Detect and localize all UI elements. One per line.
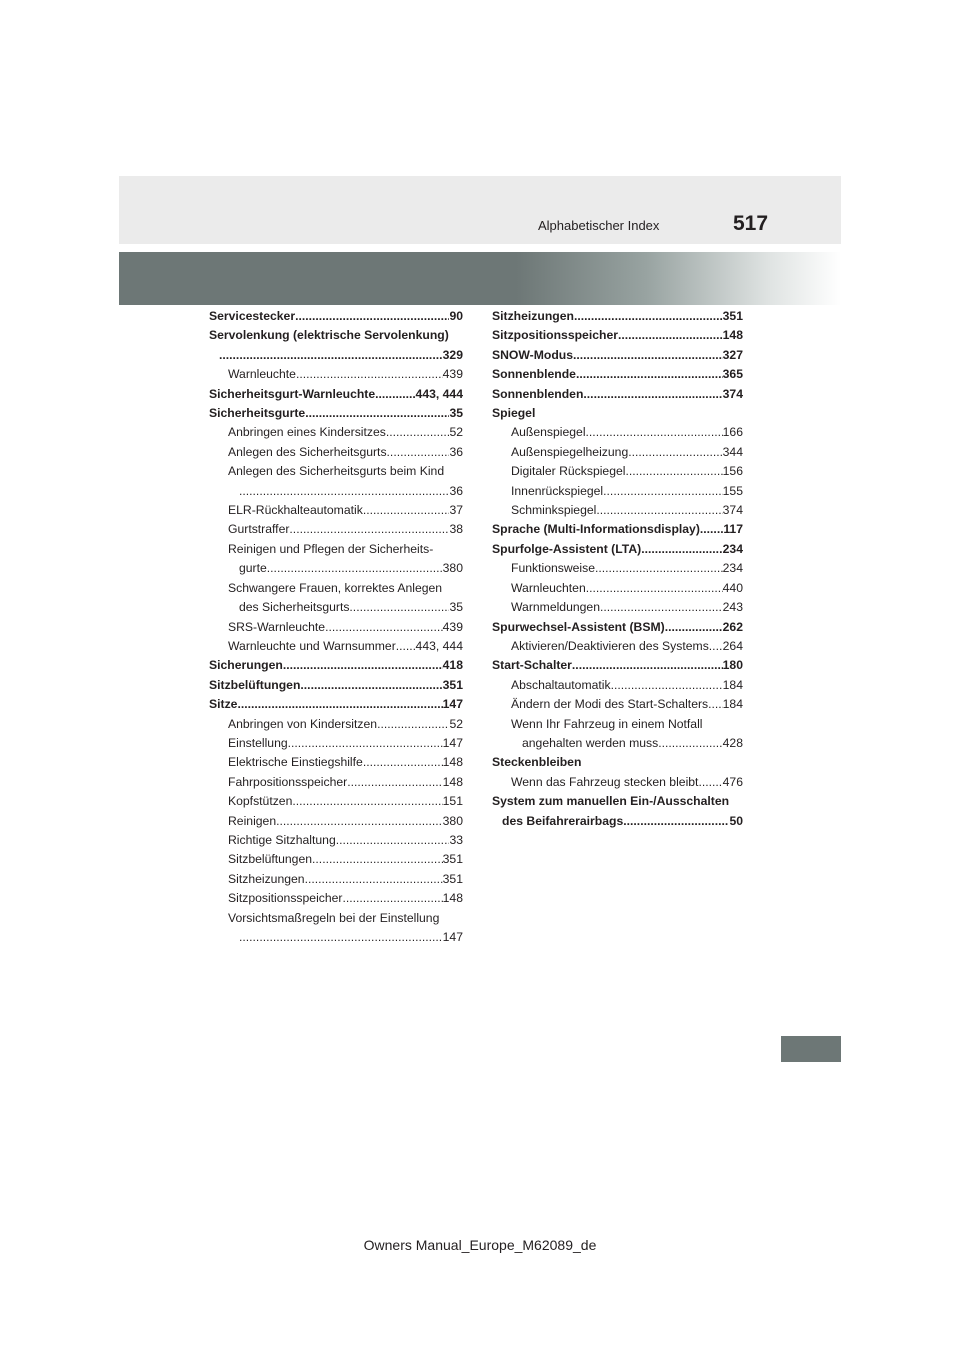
entry-term: ELR-Rückhalteautomatik	[228, 503, 363, 518]
entry-term: Sitzbelüftungen	[228, 852, 313, 867]
entry-page: 36	[449, 444, 463, 459]
entry-page: 155	[722, 483, 743, 498]
dot-leader	[625, 462, 722, 481]
index-entry	[209, 734, 463, 753]
entry-page: 476	[722, 774, 743, 789]
entry-term: Sitzpositionsspeicher	[228, 891, 343, 906]
index-entry	[492, 423, 743, 442]
dot-leader	[377, 715, 449, 734]
index-entry	[492, 365, 743, 384]
entry-page: 156	[722, 464, 743, 479]
dot-leader	[596, 501, 722, 520]
entry-page: 180	[722, 658, 743, 673]
index-entry	[209, 365, 463, 384]
index-entry	[209, 404, 463, 423]
index-entry	[209, 753, 463, 772]
entry-term: Einstellung	[228, 735, 288, 750]
index-entry	[209, 676, 463, 695]
entry-term: SNOW-Modus	[492, 347, 573, 362]
index-entry	[492, 579, 743, 598]
dot-leader	[363, 501, 450, 520]
index-entry: System zum manuellen Ein-/Ausschalten	[492, 794, 730, 809]
index-entry	[209, 889, 463, 908]
dot-leader	[709, 637, 723, 656]
index-entry	[209, 307, 463, 326]
entry-page: 327	[722, 347, 743, 362]
index-entry	[492, 618, 743, 637]
entry-page: 344	[722, 444, 743, 459]
index-entry	[492, 482, 743, 501]
entry-page: 418	[442, 658, 463, 673]
entry-term: Warnmeldungen	[511, 600, 600, 615]
entry-term: Sitzheizungen	[228, 871, 305, 886]
dot-leader	[349, 598, 449, 617]
index-entry: Spiegel	[492, 406, 536, 421]
index-entry: Wenn Ihr Fahrzeug in einem Notfall	[511, 716, 703, 731]
entry-term: Wenn das Fahrzeug stecken bleibt	[511, 774, 699, 789]
entry-term: Abschaltautomatik	[511, 677, 611, 692]
dot-leader	[618, 326, 723, 345]
dot-leader	[239, 928, 443, 947]
entry-term: Sitzpositionsspeicher	[492, 328, 618, 343]
dot-leader	[600, 598, 723, 617]
entry-page: 234	[722, 561, 743, 576]
index-column-right	[492, 307, 743, 831]
dot-leader	[708, 695, 723, 714]
index-entry	[209, 637, 463, 656]
entry-term: Ändern der Modi des Start-Schalters	[511, 697, 709, 712]
index-entry	[209, 928, 463, 947]
index-entry	[492, 462, 743, 481]
dot-leader	[296, 365, 443, 384]
index-entry: Servolenkung (elektrische Servolenkung)	[209, 328, 449, 343]
dot-leader	[289, 520, 449, 539]
entry-term: Kopfstützen	[228, 794, 293, 809]
entry-term: Aktivieren/Deaktivieren des Systems	[511, 638, 709, 653]
index-entry: Anlegen des Sicherheitsgurts beim Kind	[228, 464, 445, 479]
entry-term: Spurfolge-Assistent (LTA)	[492, 541, 642, 556]
dot-leader	[305, 870, 443, 889]
dot-leader	[574, 307, 723, 326]
entry-term: Sprache (Multi-Informationsdisplay)	[492, 522, 700, 537]
entry-term: SRS-Warnleuchte	[228, 619, 326, 634]
index-entry	[492, 540, 743, 559]
footer-text: Owners Manual_Europe_M62089_de	[363, 1237, 597, 1253]
entry-term: des Beifahrerairbags	[502, 813, 624, 828]
index-entry: Steckenbleiben	[492, 755, 582, 770]
entry-page: 243	[722, 600, 743, 615]
dot-leader	[305, 404, 449, 423]
entry-term: Sicherheitsgurte	[209, 406, 306, 421]
dot-leader	[239, 482, 449, 501]
entry-page: 90	[449, 309, 463, 323]
entry-page: 184	[722, 677, 743, 692]
entry-page: 35	[449, 406, 463, 421]
entry-term: Warnleuchte	[228, 367, 296, 382]
dot-leader	[342, 889, 442, 908]
entry-term: Innenrückspiegel	[511, 483, 604, 498]
entry-term: Warnleuchten	[511, 580, 586, 595]
entry-term: Sonnenblenden	[492, 386, 584, 401]
index-entry	[492, 812, 743, 831]
index-entry	[209, 501, 463, 520]
index-entry	[209, 385, 463, 404]
entry-term: Start-Schalter	[492, 658, 572, 673]
entry-page: 35	[449, 600, 463, 615]
entry-page: 351	[442, 871, 463, 886]
entry-page: 443, 444	[415, 386, 463, 401]
dot-leader	[611, 676, 723, 695]
dot-leader	[276, 812, 443, 831]
entry-page: 33	[449, 832, 463, 847]
entry-page: 147	[442, 735, 463, 750]
entry-term: Funktionsweise	[511, 561, 595, 576]
entry-page: 262	[722, 619, 743, 634]
entry-page: 52	[449, 425, 463, 440]
entry-page: 37	[449, 503, 463, 518]
dot-leader	[623, 812, 729, 831]
dot-leader	[292, 792, 442, 811]
entry-term: Sicherheitsgurt-Warnleuchte	[209, 386, 376, 401]
index-entry	[492, 520, 743, 539]
dot-leader	[325, 618, 443, 637]
entry-term: Außenspiegelheizung	[511, 444, 629, 459]
dot-leader	[576, 365, 723, 384]
entry-page: 351	[722, 309, 743, 323]
entry-page: 234	[722, 541, 743, 556]
index-column-left	[209, 307, 463, 947]
index-entry	[209, 715, 463, 734]
entry-term: Servicestecker	[209, 309, 296, 323]
index-entry	[492, 443, 743, 462]
index-entry	[209, 812, 463, 831]
index-entry: Vorsichtsmaßregeln bei der Einstellung	[228, 910, 440, 925]
entry-term: Richtige Sitzhaltung	[228, 832, 336, 847]
dot-leader	[347, 773, 442, 792]
index-entry	[492, 773, 743, 792]
entry-term: Anbringen eines Kindersitzes	[228, 425, 386, 440]
index-entry	[492, 637, 743, 656]
index-entry	[492, 676, 743, 695]
index-entry	[209, 423, 463, 442]
entry-term: Elektrische Einstiegshilfe	[228, 755, 363, 770]
dot-leader	[336, 831, 450, 850]
section-title: Alphabetischer Index	[538, 218, 660, 233]
dot-leader	[300, 676, 442, 695]
index-entry	[492, 695, 743, 714]
index-entry	[209, 482, 463, 501]
index-entry	[209, 520, 463, 539]
dot-leader	[363, 753, 443, 772]
dot-leader	[267, 559, 443, 578]
index-entry	[209, 773, 463, 792]
dot-leader	[583, 385, 722, 404]
entry-page: 380	[442, 561, 463, 576]
entry-term: Schminkspiegel	[511, 503, 597, 518]
entry-page: 184	[722, 697, 743, 712]
entry-term: Sicherungen	[209, 658, 283, 673]
index-entry	[492, 346, 743, 365]
entry-term: Anlegen des Sicherheitsgurts	[228, 444, 387, 459]
dot-leader	[283, 656, 443, 675]
index-entry: Schwangere Frauen, korrektes Anlegen	[228, 580, 443, 595]
entry-page: 148	[442, 755, 463, 770]
entry-term: angehalten werden muss	[522, 735, 659, 750]
chapter-thumb-tab	[781, 1036, 841, 1062]
entry-term: Sitze	[209, 697, 238, 712]
entry-term: Gurtstraffer	[228, 522, 290, 537]
dot-leader	[572, 656, 723, 675]
entry-term: Reinigen	[228, 813, 277, 828]
dot-leader	[700, 520, 723, 539]
index-entry: Reinigen und Pflegen der Sicherheits-	[228, 541, 434, 556]
dot-leader	[698, 773, 722, 792]
entry-page: 443, 444	[415, 638, 463, 653]
entry-page: 50	[729, 813, 743, 828]
index-entry	[492, 385, 743, 404]
entry-page: 329	[442, 347, 463, 362]
entry-term: Sitzbelüftungen	[209, 677, 301, 692]
dot-leader	[573, 346, 723, 365]
entry-page: 351	[442, 852, 463, 867]
dot-leader	[641, 540, 722, 559]
entry-page: 439	[442, 619, 463, 634]
index-entry	[209, 443, 463, 462]
entry-page: 351	[442, 677, 463, 692]
dot-leader	[375, 385, 415, 404]
index-entry	[492, 734, 743, 753]
dot-leader	[628, 443, 722, 462]
dot-leader	[603, 482, 723, 501]
dot-leader	[386, 423, 450, 442]
index-entry	[209, 598, 463, 617]
dot-leader	[295, 307, 449, 326]
entry-page: 147	[442, 930, 463, 944]
dot-leader	[658, 734, 722, 753]
entry-page: 439	[442, 367, 463, 382]
entry-page: 147	[442, 697, 463, 712]
dot-leader	[665, 618, 723, 637]
entry-term: Fahrpositionsspeicher	[228, 774, 348, 789]
index-entry	[492, 501, 743, 520]
dot-leader	[219, 346, 443, 365]
entry-page: 264	[722, 638, 743, 653]
dot-leader	[288, 734, 443, 753]
entry-term: Sonnenblende	[492, 367, 576, 382]
entry-page: 148	[442, 774, 463, 789]
entry-page: 52	[449, 716, 463, 731]
entry-term: des Sicherheitsgurts	[239, 600, 350, 615]
index-entry	[209, 831, 463, 850]
entry-page: 166	[722, 425, 743, 440]
index-entry	[492, 598, 743, 617]
index-entry	[209, 618, 463, 637]
entry-term: Spurwechsel-Assistent (BSM)	[492, 619, 665, 634]
entry-page: 440	[722, 580, 743, 595]
entry-page: 151	[442, 794, 463, 809]
entry-page: 148	[722, 328, 743, 343]
index-entry	[209, 870, 463, 889]
index-entry	[209, 346, 463, 365]
index-entry	[209, 559, 463, 578]
entry-page: 117	[723, 522, 743, 537]
index-entry	[492, 307, 743, 326]
entry-term: gurte	[239, 561, 267, 576]
entry-page: 38	[449, 522, 463, 537]
dot-leader	[237, 695, 442, 714]
entry-term: Warnleuchte und Warnsummer	[228, 638, 396, 653]
index-entry	[209, 656, 463, 675]
entry-term: Anbringen von Kindersitzen	[228, 716, 378, 731]
entry-term: Außenspiegel	[511, 425, 586, 440]
entry-page: 374	[722, 386, 743, 401]
dot-leader	[586, 423, 723, 442]
entry-term: Sitzheizungen	[492, 309, 574, 323]
entry-page: 36	[449, 483, 463, 498]
dot-leader	[396, 637, 416, 656]
index-entry	[209, 792, 463, 811]
entry-page: 380	[442, 813, 463, 828]
dot-leader	[586, 579, 723, 598]
entry-page: 365	[722, 367, 743, 382]
entry-term: Digitaler Rückspiegel	[511, 464, 626, 479]
index-entry	[209, 850, 463, 869]
index-entry	[492, 559, 743, 578]
dot-leader	[595, 559, 723, 578]
entry-page: 374	[722, 503, 743, 518]
header-gradient-bar	[119, 252, 841, 305]
dot-leader	[312, 850, 443, 869]
dot-leader	[387, 443, 450, 462]
index-entry	[492, 326, 743, 345]
index-entry	[209, 695, 463, 714]
index-entry	[492, 656, 743, 675]
entry-page: 428	[722, 735, 743, 750]
page-number: 517	[733, 212, 769, 235]
entry-page: 148	[442, 891, 463, 906]
